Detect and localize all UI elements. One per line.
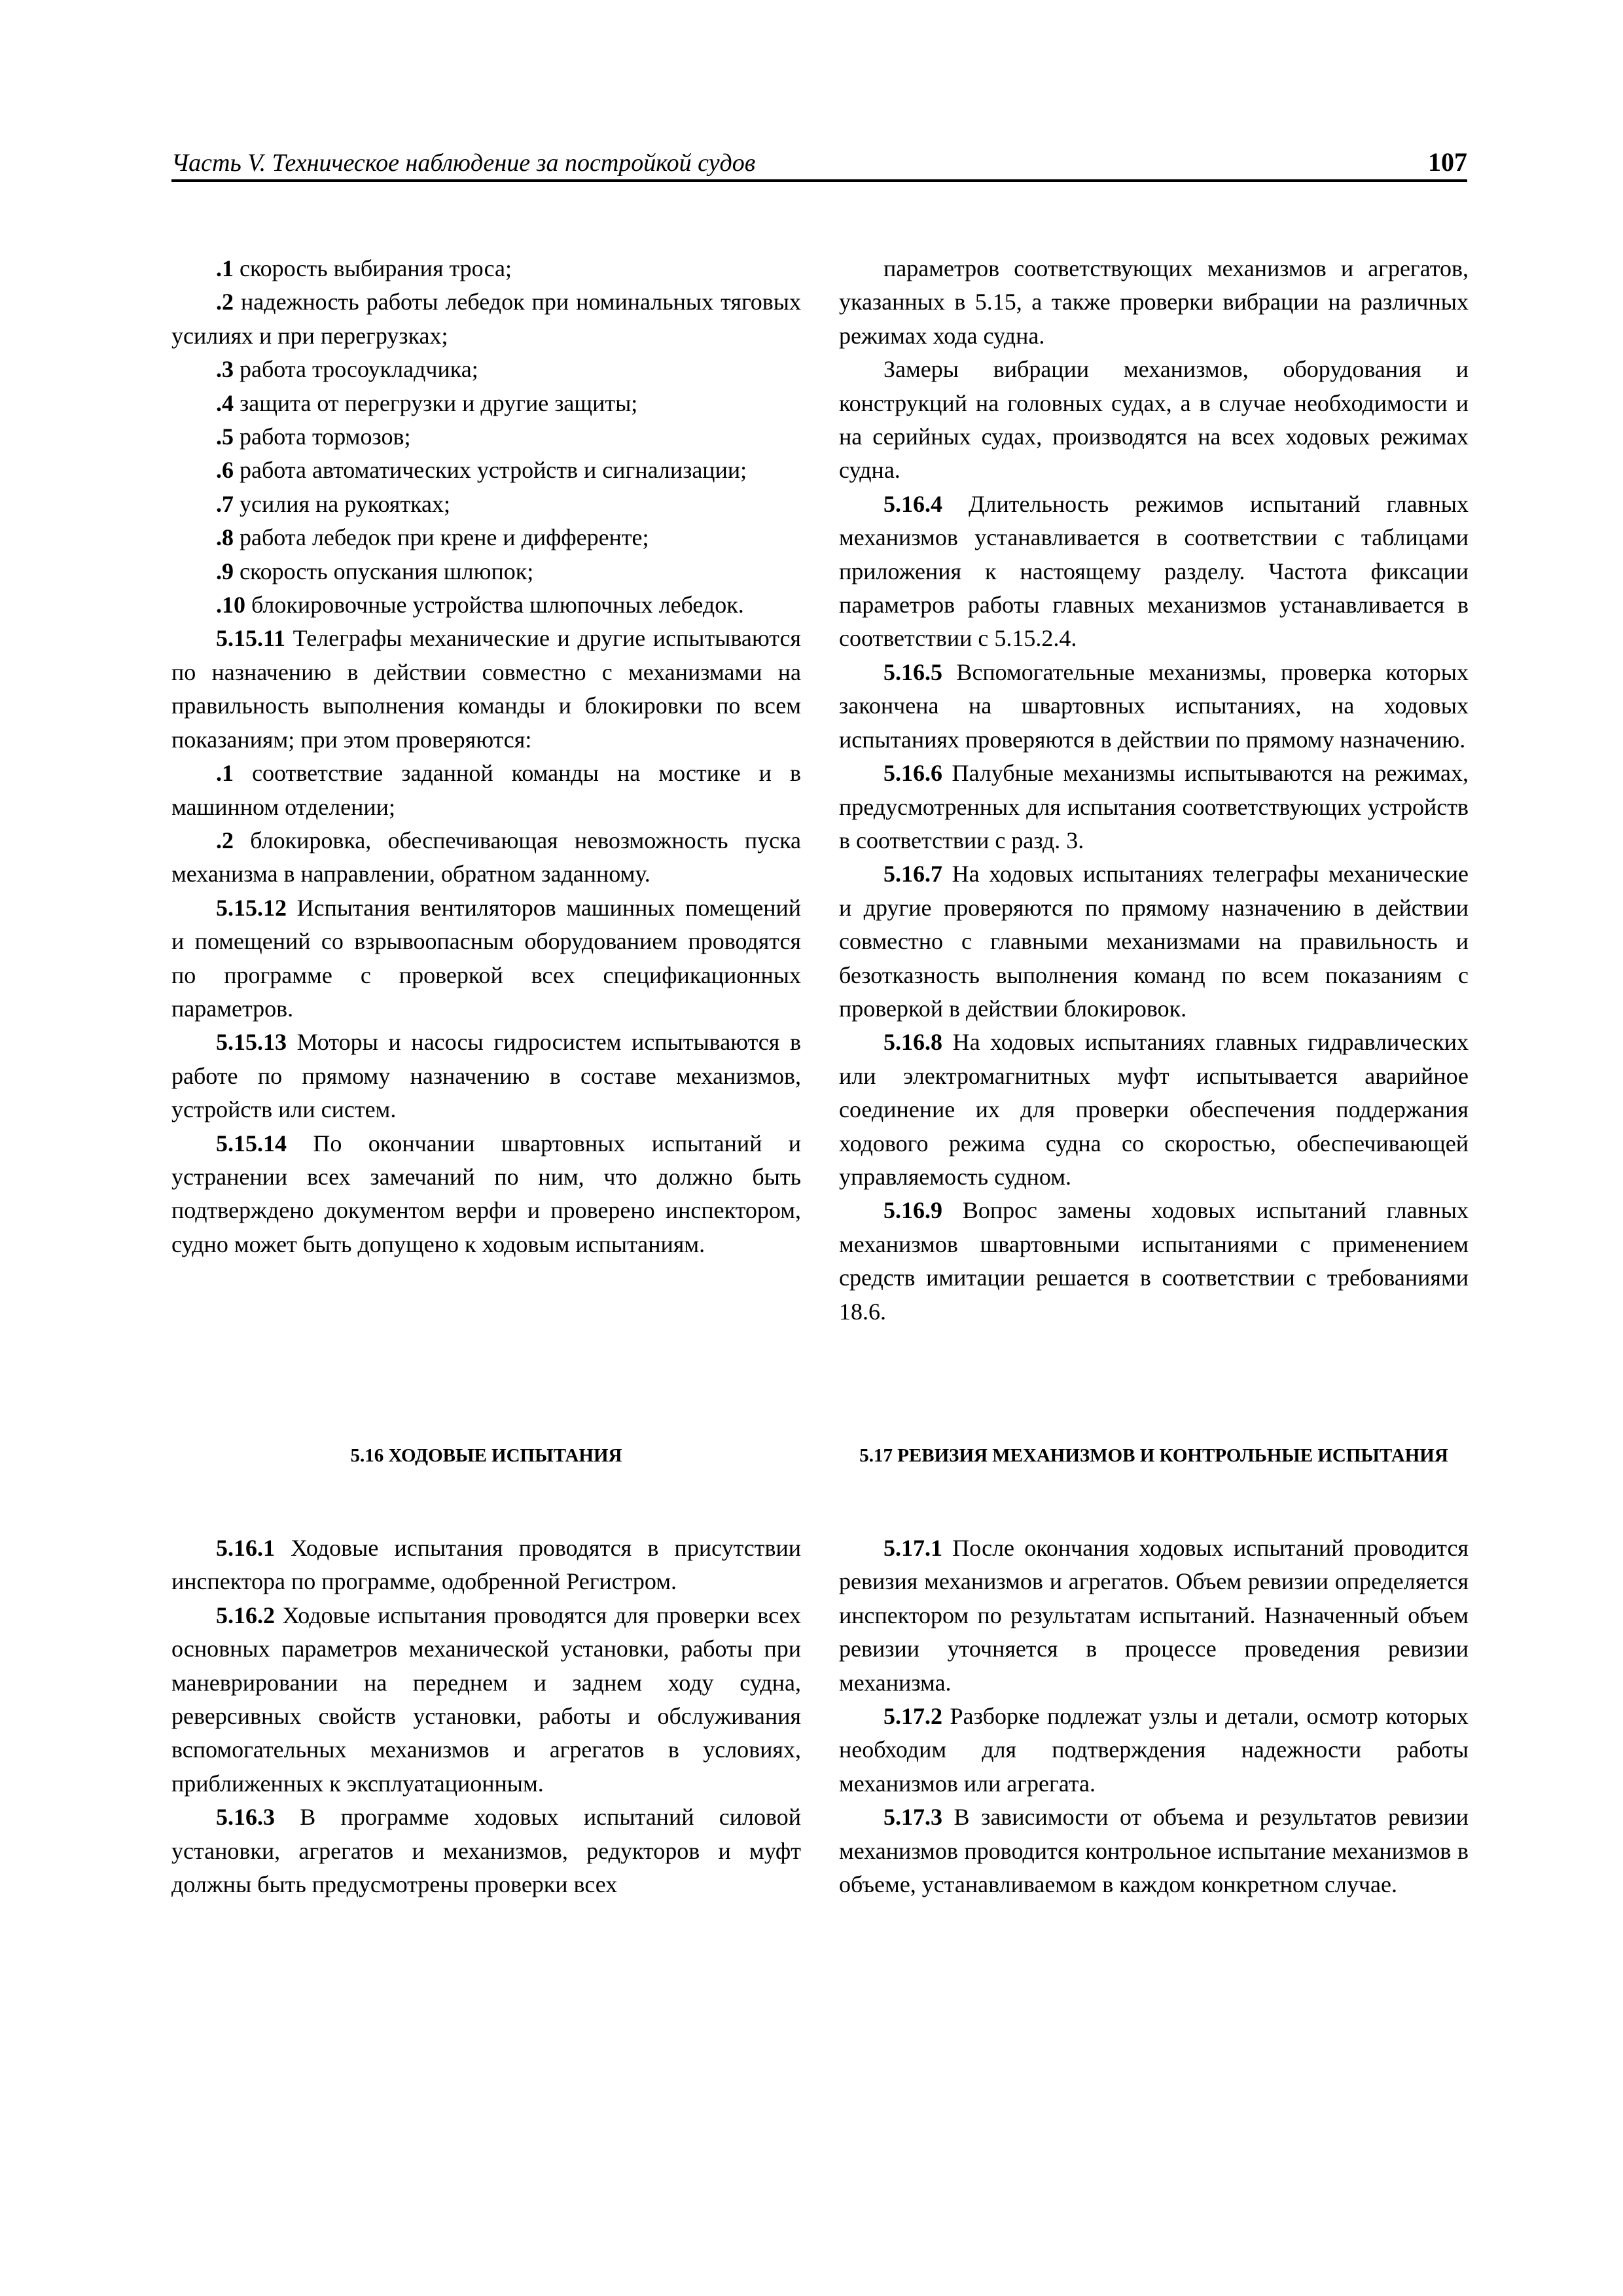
paragraph [171,1801,801,1901]
paragraph [839,488,1469,656]
page-header [171,140,1467,182]
clause-number: .2 [216,289,234,315]
clause-number: .10 [216,592,245,619]
clause-number: 5.17.3 [883,1804,942,1831]
paragraph [171,420,801,454]
paragraph-text: блокировочные устройства шлюпочных лебедок. [245,592,744,619]
clause-number: 5.16.1 [216,1535,275,1561]
paragraph [839,656,1469,757]
paragraph-text: Вспомогательные механизмы, проверка которых закончена на швартовных испытаниях, на ходовых испытаниях проверяются в действии по прямому назначению. [839,658,1469,753]
paragraph [839,757,1469,857]
paragraph-text: параметров соответствующих механизмов и агрегатов, указанных в 5.15, а также проверки вибрации на различных режимах хода судна. [839,255,1469,349]
paragraph [171,488,801,521]
clause-number: 5.16.9 [883,1197,942,1224]
paragraph [839,1532,1469,1700]
clause-number: .1 [216,760,234,787]
clause-number: 5.16.3 [216,1804,275,1831]
paragraph-text: На ходовых испытаниях главных гидравлических или электромагнитных муфт испытывается аварийное соединение их для проверки обеспечения поддержания ходового режима судна со скоростью, обеспечивающей управляемость судном. [839,1029,1469,1190]
clause-number: 5.15.11 [216,625,286,652]
paragraph-text: блокировка, обеспечивающая невозможность пуска механизма в направлении, обратном заданному. [171,827,801,888]
clause-number: .8 [216,524,234,551]
clause-number: .3 [216,356,234,383]
clause-number: 5.16.2 [216,1602,275,1628]
clause-number: 5.15.12 [216,894,287,921]
clause-number: 5.16.7 [883,861,942,888]
section-heading-5-17: 5.17 РЕВИЗИЯ МЕХАНИЗМОВ И КОНТРОЛЬНЫЕ ИСПЫТАНИЯ [859,1445,1448,1466]
clause-number: 5.17.2 [883,1703,942,1730]
paragraph-text: скорость выбирания троса; [234,255,512,281]
paragraph-text: работа тормозов; [234,423,411,450]
clause-number: .2 [216,827,234,853]
clause-number: .5 [216,423,234,450]
paragraph-text: Испытания вентиляторов машинных помещений и помещений со взрывоопасным оборудованием проводятся по программе с проверкой всех спецификационных параметров. [171,894,801,1022]
paragraph [171,555,801,588]
paragraph-text: По окончании швартовных испытаний и устранении всех замечаний по ним, что должно быть подтверждено документом верфи и проверено инспектором, судно может быть допущено к ходовым испытаниям. [171,1130,801,1257]
page-number: 107 [1428,147,1467,177]
paragraph-text: работа автоматических устройств и сигнализации; [234,457,747,484]
section-heading-5-16: 5.16 ХОДОВЫЕ ИСПЫТАНИЯ [350,1445,622,1466]
running-title: Часть V. Техническое наблюдение за постройкой судов [171,149,756,177]
paragraph [171,622,801,757]
paragraph [171,454,801,487]
paragraph [171,1127,801,1262]
clause-number: .1 [216,255,234,281]
paragraph [171,521,801,554]
paragraph [839,1700,1469,1801]
paragraph-text: В зависимости от объема и результатов ревизии механизмов проводится контрольное испытание механизмов в объеме, устанавливаемом в каждом конкретном случае. [839,1804,1469,1898]
paragraph [171,353,801,386]
paragraph [171,1026,801,1126]
paragraph-text: На ходовых испытаниях телеграфы механические и другие проверяются по прямому назначению в действии совместно с главными механизмами на правильность и безотказность выполнения команд по всем показаниям с проверкой в действии блокировок. [839,861,1469,1022]
clause-number: 5.15.14 [216,1130,287,1157]
clause-number: .9 [216,558,234,584]
paragraph-text: соответствие заданной команды на мостике и в машинном отделении; [171,760,801,820]
paragraph [839,1026,1469,1194]
paragraph [839,353,1469,488]
paragraph-text: Замеры вибрации механизмов, оборудования и конструкций на головных судах, а в случае необходимости и на серийных судах, производятся на всех ходовых режимах судна. [839,356,1469,484]
paragraph-text: работа тросоукладчика; [234,356,478,383]
paragraph [839,1194,1469,1329]
paragraph-text: Разборке подлежат узлы и детали, осмотр которых необходим для подтверждения надежности работы механизмов или агрегата. [839,1703,1469,1797]
paragraph [171,252,801,285]
paragraph [839,857,1469,1026]
left-column-bottom [171,1532,801,1901]
clause-number: 5.16.5 [883,658,942,685]
paragraph [171,1599,801,1801]
paragraph [171,1532,801,1599]
clause-number: 5.16.6 [883,760,942,787]
clause-number: .4 [216,389,234,416]
paragraph [171,285,801,353]
paragraph [839,252,1469,353]
left-column-top [171,252,801,1261]
paragraph-text: надежность работы лебедок при номинальных тяговых усилиях и при перегрузках; [171,289,801,349]
clause-number: 5.16.4 [883,490,942,517]
right-column-bottom [839,1532,1469,1901]
paragraph-text: защита от перегрузки и другие защиты; [234,389,638,416]
paragraph-text: В программе ходовых испытаний силовой установки, агрегатов и механизмов, редукторов и муфт должны быть предусмотрены проверки всех [171,1804,801,1898]
clause-number: 5.17.1 [883,1535,942,1561]
paragraph-text: усилия на рукоятках; [234,490,450,517]
paragraph-text: Длительность режимов испытаний главных механизмов устанавливается в соответствии с таблицами приложения к настоящему разделу. Частота фиксации параметров работы главных механизмов устанавливается в соответствии с 5.15.2.4. [839,490,1469,652]
paragraph [171,824,801,891]
paragraph [171,387,801,420]
paragraph-text: работа лебедок при крене и дифференте; [234,524,649,551]
paragraph-text: Вопрос замены ходовых испытаний главных механизмов швартовными испытаниями с применением средств имитации решается в соответствии с требованиями 18.6. [839,1197,1469,1325]
paragraph [171,891,801,1026]
clause-number: 5.16.8 [883,1029,942,1056]
clause-number: 5.15.13 [216,1029,287,1056]
paragraph-text: Моторы и насосы гидросистем испытываются в работе по прямому назначению в составе механизмов, устройств или систем. [171,1029,801,1123]
paragraph-text: Палубные механизмы испытываются на режимах, предусмотренных для испытания соответствующих устройств в соответствии с разд. 3. [839,760,1469,853]
paragraph-text: Телеграфы механические и другие испытываются по назначению в действии совместно с механизмами на правильность выполнения команды и блокировки по всем показаниям; при этом проверяются: [171,625,801,753]
right-column-top [839,252,1469,1329]
paragraph-text: Ходовые испытания проводятся для проверки всех основных параметров механической установки, работы при маневрировании на переднем и заднем ходу судна, реверсивных свойств установки, работы и обслуживания вспомогательных механизмов и агрегатов в условиях, приближенных к эксплуатационным. [171,1602,801,1797]
clause-number: .6 [216,457,234,484]
paragraph [171,588,801,622]
paragraph [839,1801,1469,1901]
paragraph-text: скорость опускания шлюпок; [234,558,534,584]
paragraph [171,757,801,824]
paragraph-text: После окончания ходовых испытаний проводится ревизия механизмов и агрегатов. Объем ревизии определяется инспектором по результатам испытаний. Назначенный объем ревизии уточняется в процессе проведения ревизии механизма. [839,1535,1469,1696]
paragraph-text: Ходовые испытания проводятся в присутствии инспектора по программе, одобренной Регистром. [171,1535,801,1595]
clause-number: .7 [216,490,234,517]
